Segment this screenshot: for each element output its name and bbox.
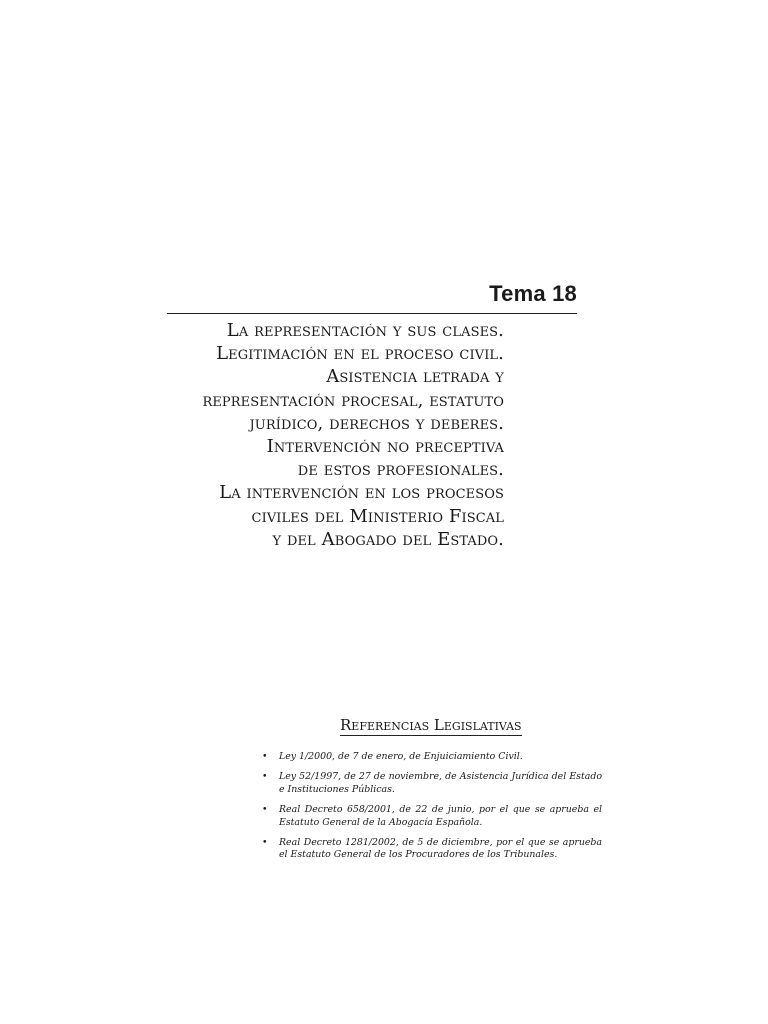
reference-text: e Instituciones Públicas.: [279, 783, 395, 795]
topic-line: Intervención no preceptiva: [266, 436, 504, 458]
topic-line: Asistencia letrada y: [326, 366, 504, 388]
topic-line: La intervención en los procesos: [219, 482, 504, 504]
reference-text: Ley 52/1997, de 27 de noviembre, de Asistencia Jurídica del Estado: [279, 771, 602, 783]
topic-line: Legitimación en el proceso civil.: [216, 343, 504, 365]
topic-line: y del Abogado del Estado.: [272, 528, 504, 550]
reference-text: Real Decreto 1281/2002, de 5 de diciembre, por el que se aprueba: [279, 837, 602, 849]
reference-item: [262, 771, 602, 796]
references-list: [262, 751, 602, 870]
bullet-icon: •: [262, 804, 268, 816]
reference-text: Estatuto General de la Abogacía Española.: [279, 816, 483, 828]
references-heading: Referencias Legislativas: [340, 716, 522, 734]
bullet-icon: •: [262, 771, 268, 783]
topic-line: representación procesal, estatuto: [202, 389, 504, 411]
topic-line: jurídico, derechos y deberes.: [249, 412, 504, 434]
chapter-topic: [200, 319, 504, 551]
bullet-icon: •: [262, 837, 268, 849]
chapter-title: Tema 18: [489, 281, 577, 306]
reference-text: Ley 1/2000, de 7 de enero, de Enjuiciamiento Civil.: [279, 751, 523, 762]
topic-line: La representación y sus clases.: [226, 320, 504, 341]
reference-text: Real Decreto 658/2001, de 22 de junio, por el que se aprueba el: [279, 804, 602, 816]
reference-item: [262, 751, 602, 763]
reference-item: [262, 804, 602, 829]
topic-line: civiles del Ministerio Fiscal: [251, 505, 504, 527]
title-rule: [167, 313, 577, 314]
bullet-icon: •: [262, 751, 268, 762]
topic-line: de estos profesionales.: [297, 459, 504, 481]
reference-text: el Estatuto General de los Procuradores de los Tribunales.: [279, 849, 558, 861]
reference-item: [262, 837, 602, 862]
